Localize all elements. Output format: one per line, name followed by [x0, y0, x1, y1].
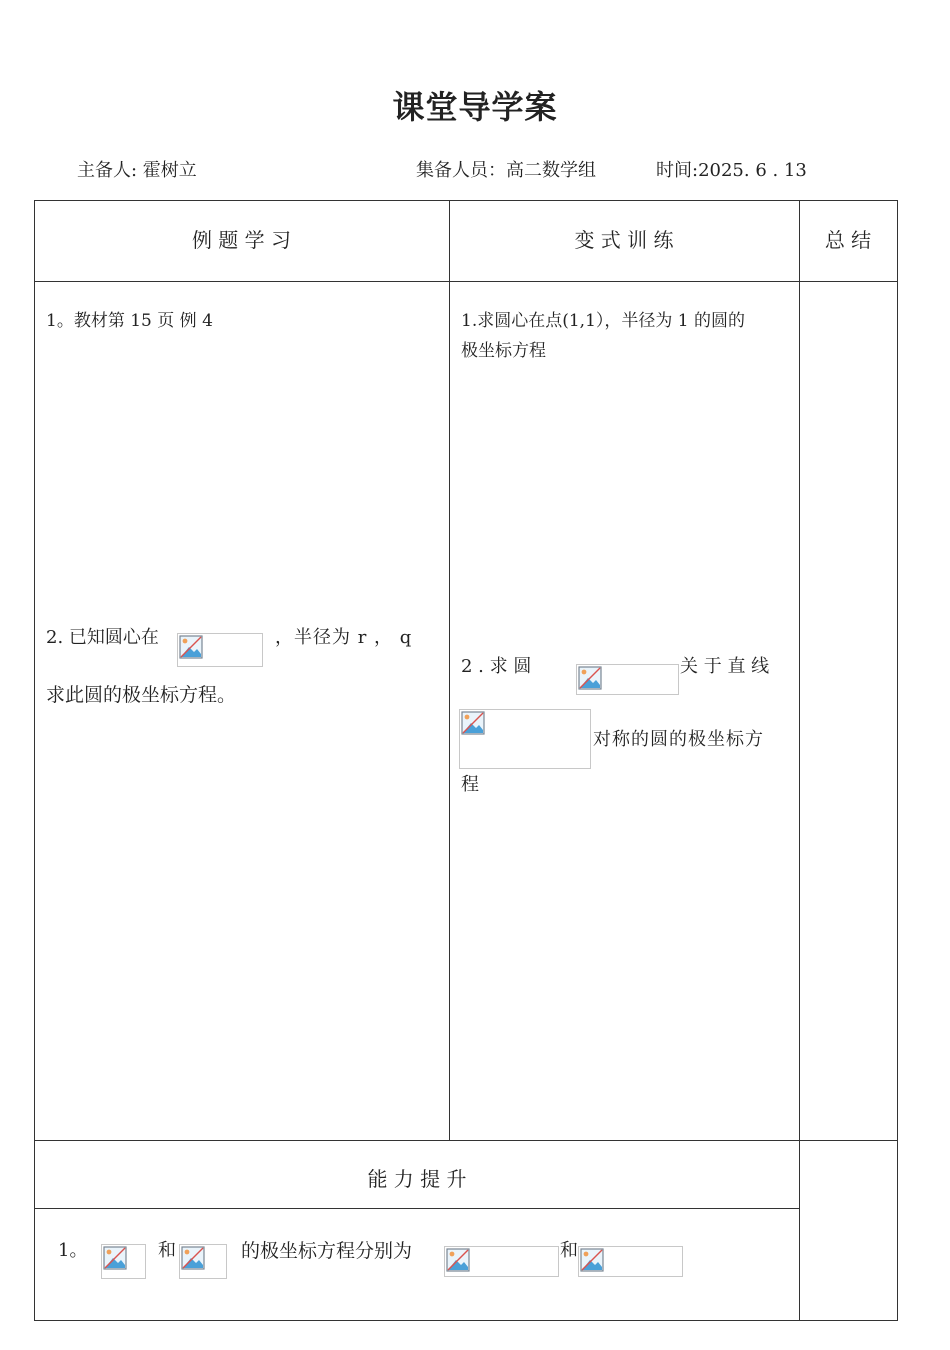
formula-image [576, 664, 679, 695]
variation-item-1-line1: 1.求圆心在点(1,1），半径为 1 的圆的 [461, 311, 746, 331]
prep-group: 集备人员：高二数学组 [416, 160, 596, 181]
formula-image [177, 633, 263, 667]
header-examples: 例 题 学 习 [191, 228, 292, 252]
example-item-2-prefix: 2. 已知圆心在 [46, 627, 159, 648]
variation-item-2-end: 程 [461, 774, 479, 795]
header-summary: 总 结 [824, 228, 872, 252]
variation-item-2-prefix: 2 . 求 圆 [461, 656, 532, 677]
broken-image-icon [461, 711, 485, 735]
ability-item-1-text: 的极坐标方程分别为 [241, 1240, 413, 1262]
header-variations: 变 式 训 练 [574, 228, 674, 252]
broken-image-icon [181, 1246, 205, 1270]
page-title: 课堂导学案 [392, 88, 558, 126]
example-item-1: 1。教材第 15 页 例 4 [46, 311, 213, 331]
broken-image-icon [103, 1246, 127, 1270]
broken-image-icon [578, 666, 602, 690]
formula-image [578, 1246, 683, 1277]
formula-image [444, 1246, 559, 1277]
broken-image-icon [179, 635, 203, 659]
broken-image-icon [580, 1248, 604, 1272]
date: 时间:2025. 6 . 13 [656, 160, 807, 181]
variation-item-2-middle: 关 于 直 线 [680, 656, 770, 677]
broken-image-icon [446, 1248, 470, 1272]
ability-item-1-number: 1。 [58, 1240, 88, 1261]
formula-image [459, 709, 591, 769]
ability-item-1-and-2: 和 [560, 1240, 578, 1261]
ability-item-1-and: 和 [158, 1240, 176, 1261]
variation-item-1-line2: 极坐标方程 [461, 341, 546, 361]
preparer: 主备人: 霍树立 [77, 160, 197, 181]
header-ability: 能 力 提 升 [367, 1167, 467, 1191]
example-item-2-question: 求此圆的极坐标方程。 [46, 684, 237, 706]
example-item-2-suffix: ，半径为 r ， q [275, 627, 413, 648]
variation-item-2-suffix: 对称的圆的极坐标方 [593, 729, 764, 750]
formula-image [179, 1244, 227, 1279]
formula-image [101, 1244, 146, 1279]
